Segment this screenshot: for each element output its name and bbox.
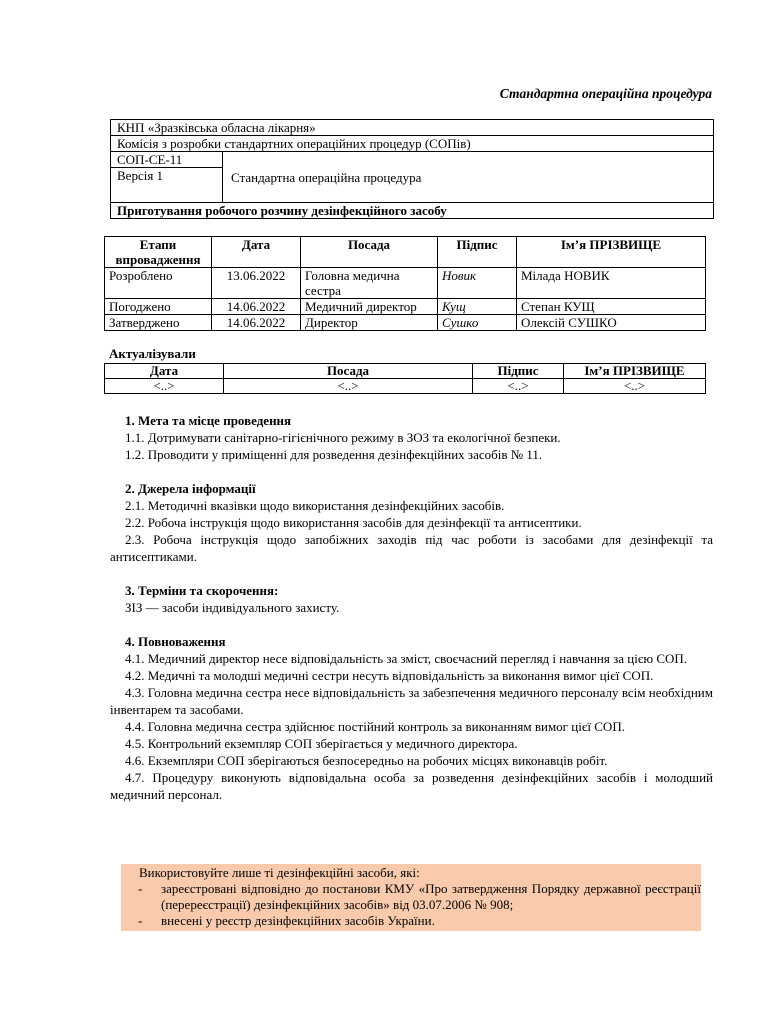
section-heading: 2. Джерела інформації bbox=[125, 481, 256, 496]
name-cell: Олексій СУШКО bbox=[517, 315, 706, 331]
section-heading: 4. Повноваження bbox=[125, 634, 226, 649]
actualized-table bbox=[104, 363, 706, 394]
commission-name: Комісія з розробки стандартних операційних процедур (СОПів) bbox=[111, 136, 714, 152]
paragraph: 1.2. Проводити у приміщенні для розведення дезінфекційних засобів № 11. bbox=[125, 447, 543, 462]
paragraph: 4.5. Контрольний екземпляр СОП зберігається у медичного директора. bbox=[125, 736, 518, 751]
stage-cell: Затверджено bbox=[105, 315, 212, 331]
paragraph: 4.3. Головна медична сестра несе відповідальність за забезпечення медичного персоналу всім необхідним інвентарем та засобами. bbox=[110, 685, 713, 717]
placeholder-cell: <..> bbox=[224, 379, 473, 394]
paragraph: 2.1. Методичні вказівки щодо використання дезінфекційних засобів. bbox=[125, 498, 505, 513]
table-row bbox=[105, 315, 706, 331]
actualized-title: Актуалізували bbox=[109, 346, 196, 361]
paragraph: 2.3. Робоча інструкція щодо запобіжних заходів під час роботи із засобами для дезінфекції та антисептиками. bbox=[110, 532, 713, 564]
col-header: Етапи впровадження bbox=[105, 237, 212, 268]
name-cell: Степан КУЩ bbox=[517, 299, 706, 315]
paragraph: 4.6. Екземпляри СОП зберігаються безпосередньо на робочих місцях виконавців робіт. bbox=[125, 753, 608, 768]
placeholder-cell: <..> bbox=[473, 379, 564, 394]
table-row bbox=[105, 299, 706, 315]
date-cell: 14.06.2022 bbox=[212, 299, 301, 315]
organization-name: КНП «Зразківська обласна лікарня» bbox=[111, 120, 714, 136]
stage-cell: Розроблено bbox=[105, 268, 212, 299]
list-item bbox=[121, 881, 701, 913]
bullet-dash: - bbox=[138, 913, 143, 928]
paragraph: 4.1. Медичний директор несе відповідальність за зміст, своєчасний перегляд і навчання за цією СОП. bbox=[125, 651, 688, 666]
col-header: Посада bbox=[224, 364, 473, 379]
section-heading: 1. Мета та місце проведення bbox=[125, 413, 292, 428]
table-header-row bbox=[105, 237, 706, 268]
note-lead: Використовуйте лише ті дезінфекційні засоби, які: bbox=[139, 865, 420, 880]
table-row bbox=[105, 268, 706, 299]
section-heading: 3. Терміни та скорочення: bbox=[125, 583, 279, 598]
document-body bbox=[110, 412, 713, 803]
col-header: Посада bbox=[301, 237, 438, 268]
col-header: Дата bbox=[212, 237, 301, 268]
sop-code: СОП-СЕ-11 bbox=[111, 152, 223, 168]
stage-cell: Погоджено bbox=[105, 299, 212, 315]
highlighted-note bbox=[121, 864, 701, 931]
paragraph: 1.1. Дотримувати санітарно-гігієнічного режиму в ЗОЗ та екологічної безпеки. bbox=[125, 430, 561, 445]
placeholder-cell: <..> bbox=[105, 379, 224, 394]
col-header: Ім’я ПРІЗВИЩЕ bbox=[564, 364, 706, 379]
document-type: Стандартна операційна процедура bbox=[223, 152, 714, 203]
sop-version: Версія 1 bbox=[111, 168, 223, 203]
sop-subject: Приготування робочого розчину дезінфекційного засобу bbox=[111, 203, 714, 219]
position-cell: Директор bbox=[301, 315, 438, 331]
paragraph: 4.7. Процедуру виконують відповідальна особа за розведення дезінфекційних засобів і молодший медичний персонал. bbox=[110, 770, 713, 802]
position-cell: Головна медична сестра bbox=[301, 268, 438, 299]
col-header: Підпис bbox=[473, 364, 564, 379]
name-cell: Мілада НОВИК bbox=[517, 268, 706, 299]
col-header: Ім’я ПРІЗВИЩЕ bbox=[517, 237, 706, 268]
signature-cell: Сушко bbox=[438, 315, 517, 331]
list-item bbox=[121, 913, 701, 929]
paragraph: 4.4. Головна медична сестра здійснює постійний контроль за виконанням вимог цієї СОП. bbox=[125, 719, 625, 734]
col-header: Підпис bbox=[438, 237, 517, 268]
paragraph: 2.2. Робоча інструкція щодо використання засобів для дезінфекції та антисептики. bbox=[125, 515, 582, 530]
signature-cell: Новик bbox=[438, 268, 517, 299]
table-row bbox=[105, 379, 706, 394]
col-header: Дата bbox=[105, 364, 224, 379]
note-item-text: внесені у реєстр дезінфекційних засобів України. bbox=[161, 913, 435, 928]
date-cell: 14.06.2022 bbox=[212, 315, 301, 331]
paragraph: 4.2. Медичні та молодші медичні сестри несуть відповідальність за виконання вимог цієї СОП. bbox=[125, 668, 654, 683]
signature-cell: Кущ bbox=[438, 299, 517, 315]
placeholder-cell: <..> bbox=[564, 379, 706, 394]
paragraph: ЗІЗ — засоби індивідуального захисту. bbox=[125, 600, 340, 615]
document-header-table bbox=[110, 119, 714, 219]
implementation-stages-table bbox=[104, 236, 706, 331]
bullet-dash: - bbox=[138, 881, 143, 896]
table-header-row bbox=[105, 364, 706, 379]
date-cell: 13.06.2022 bbox=[212, 268, 301, 299]
note-item-text: зареєстровані відповідно до постанови КМУ «Про затвердження Порядку державної реєстрації (перереєстрації) дезінфекційних засобів» від 03.07.2006 № 908; bbox=[161, 881, 701, 912]
position-cell: Медичний директор bbox=[301, 299, 438, 315]
document-title: Стандартна операційна процедура bbox=[499, 86, 712, 101]
